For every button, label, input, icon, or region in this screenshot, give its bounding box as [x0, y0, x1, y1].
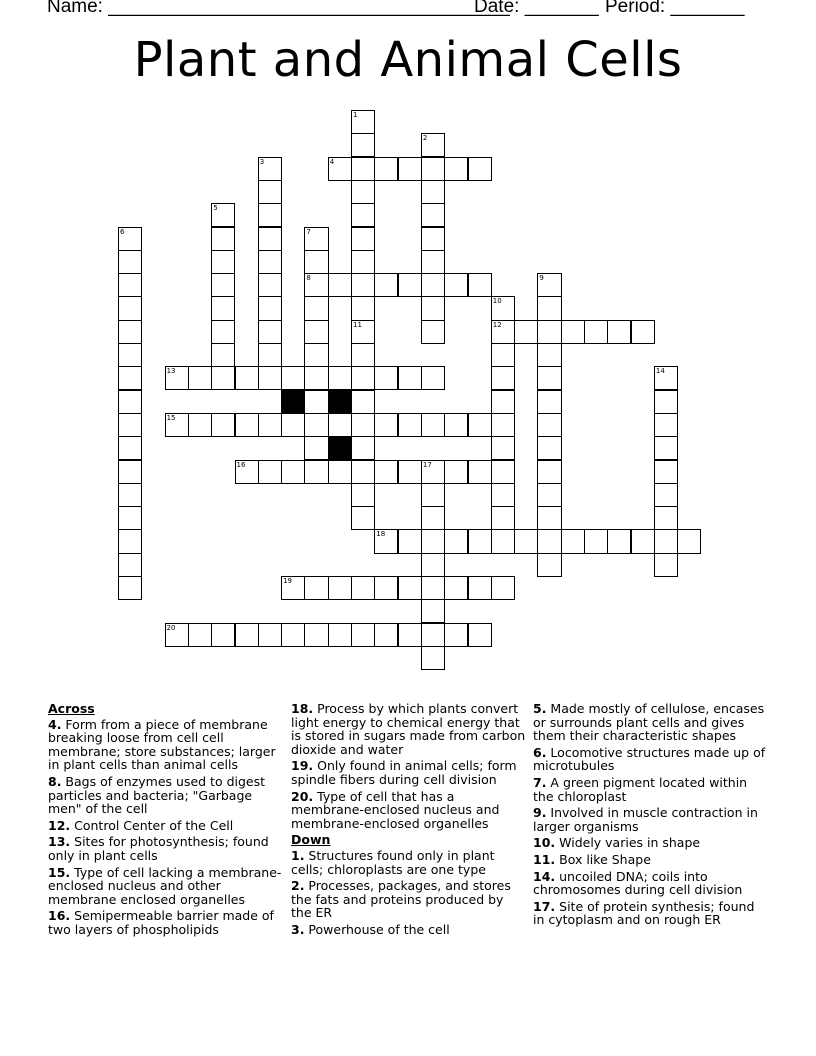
crossword-cell[interactable] [491, 436, 515, 460]
clue-text: Semipermeable barrier made of two layers of phospholipids [48, 908, 274, 937]
crossword-cell[interactable] [421, 133, 445, 157]
clue-number: 11 [353, 320, 362, 329]
crossword-cell[interactable] [235, 366, 259, 390]
crossword-cell[interactable] [421, 483, 445, 507]
crossword-cell[interactable] [607, 320, 631, 344]
crossword-cell[interactable] [561, 529, 585, 553]
clue-label: 15. [48, 864, 71, 880]
crossword-cell[interactable] [281, 576, 305, 600]
crossword-cell[interactable] [421, 227, 445, 251]
across-clue [291, 759, 527, 786]
crossword-cell[interactable] [351, 483, 375, 507]
clue-text: Form from a piece of membrane breaking loose from cell cell membrane; store substances; larger in plant cells than animal cells [48, 716, 276, 773]
clue-number: 18 [376, 530, 386, 539]
down-clue [291, 849, 527, 876]
clue-text: A green pigment located within the chloroplast [533, 774, 748, 804]
crossword-cell[interactable] [421, 273, 445, 297]
crossword-cell[interactable] [351, 157, 375, 181]
clue-text: Made mostly of cellulose, encases or surrounds plant cells and gives them their characteristic shapes [533, 701, 765, 744]
crossword-cell[interactable] [444, 576, 468, 600]
clue-number: 4 [329, 157, 335, 166]
crossword-cell[interactable] [537, 343, 561, 367]
clue-label: 7. [533, 774, 547, 790]
crossword-cell[interactable] [584, 320, 608, 344]
clue-number: 16 [236, 460, 246, 469]
crossword-cell[interactable] [211, 366, 235, 390]
clues-column-1 [48, 702, 284, 940]
crossword-cell[interactable] [537, 506, 561, 530]
crossword-cell[interactable] [235, 413, 259, 437]
down-clue [533, 746, 769, 773]
crossword-cell[interactable] [654, 390, 678, 414]
crossword-cell[interactable] [654, 436, 678, 460]
crossword-cell[interactable] [258, 203, 282, 227]
across-clue [48, 909, 284, 936]
clue-label: 14. [533, 868, 556, 884]
down-clue [533, 702, 769, 743]
crossword-cell[interactable] [351, 413, 375, 437]
crossword-cell[interactable] [351, 576, 375, 600]
crossword-cell[interactable] [421, 296, 445, 320]
clue-label: 17. [533, 898, 556, 914]
clue-text: Box like Shape [555, 851, 651, 867]
crossword-cell[interactable] [281, 413, 305, 437]
across-clue [48, 718, 284, 772]
crossword-cell[interactable] [304, 296, 328, 320]
clue-text: Processes, packages, and stores the fats and proteins produced by the ER [291, 878, 511, 921]
clue-text: Site of protein synthesis; found in cytoplasm and on rough ER [533, 898, 755, 928]
crossword-cell[interactable] [118, 250, 142, 274]
crossword-cell[interactable] [491, 413, 515, 437]
crossword-cell[interactable] [654, 553, 678, 577]
crossword-cell[interactable] [421, 576, 445, 600]
clue-label: 9. [533, 805, 547, 821]
crossword-cell[interactable] [211, 227, 235, 251]
clue-text: Type of cell that has a membrane-enclosed nucleus and membrane-enclosed organelles [291, 788, 500, 831]
clue-number: 3 [259, 157, 265, 166]
crossword-cell[interactable] [374, 413, 398, 437]
crossword-cell[interactable] [304, 623, 328, 647]
clue-label: 18. [291, 701, 314, 716]
crossword-cell[interactable] [351, 390, 375, 414]
clue-label: 12. [48, 817, 71, 833]
clue-number: 19 [283, 577, 293, 585]
clue-text: Control Center of the Cell [70, 817, 234, 833]
page-title: Plant and Animal Cells [133, 32, 683, 88]
crossword-cell[interactable] [421, 646, 445, 670]
crossword-cell[interactable] [491, 366, 515, 390]
crossword-cell[interactable] [374, 273, 398, 297]
crossword-cell[interactable] [351, 133, 375, 157]
crossword-cell[interactable] [188, 623, 212, 647]
crossword-cell[interactable] [328, 460, 352, 484]
crossword-cell[interactable] [374, 366, 398, 390]
crossword-cell[interactable] [118, 529, 142, 553]
crossword-cell[interactable] [351, 250, 375, 274]
crossword-cell[interactable] [491, 343, 515, 367]
crossword-cell[interactable] [118, 576, 142, 600]
crossword-cell[interactable] [118, 343, 142, 367]
crossword-cell[interactable] [118, 413, 142, 437]
crossword-cell[interactable] [328, 576, 352, 600]
crossword-cell[interactable] [491, 506, 515, 530]
clue-text: Widely varies in shape [555, 835, 701, 851]
clue-label: 5. [533, 701, 547, 716]
crossword-cell[interactable] [351, 506, 375, 530]
crossword-cell[interactable] [421, 203, 445, 227]
clue-number: 5 [213, 204, 218, 213]
crossword-cell[interactable] [421, 623, 445, 647]
crossword-cell[interactable] [444, 529, 468, 553]
clue-label: 20. [291, 788, 314, 804]
crossword-cell[interactable] [258, 296, 282, 320]
crossword-cell[interactable] [537, 273, 561, 297]
crossword-cell[interactable] [654, 366, 678, 390]
crossword-cell[interactable] [258, 250, 282, 274]
crossword-cell[interactable] [468, 413, 492, 437]
crossword-cell[interactable] [304, 390, 328, 414]
crossword-cell[interactable] [351, 320, 375, 344]
crossword-cell[interactable] [304, 227, 328, 251]
crossword-cell[interactable] [281, 623, 305, 647]
crossword-cell[interactable] [514, 529, 538, 553]
crossword-block [281, 390, 305, 414]
crossword-cell[interactable] [398, 623, 422, 647]
crossword-cell[interactable] [328, 623, 352, 647]
crossword-cell[interactable] [351, 343, 375, 367]
crossword-cell[interactable] [374, 576, 398, 600]
crossword-cell[interactable] [118, 390, 142, 414]
crossword-cell[interactable] [304, 273, 328, 297]
crossword-cell[interactable] [654, 506, 678, 530]
clue-label: 4. [48, 716, 62, 732]
crossword-cell[interactable] [491, 390, 515, 414]
crossword-cell[interactable] [118, 227, 142, 251]
crossword-cell[interactable] [165, 413, 189, 437]
crossword-cell[interactable] [165, 366, 189, 390]
clues-column-2 [291, 702, 527, 940]
crossword-cell[interactable] [258, 623, 282, 647]
crossword-cell[interactable] [165, 623, 189, 647]
down-clue [291, 923, 527, 937]
crossword-cell[interactable] [235, 460, 259, 484]
crossword-cell[interactable] [537, 483, 561, 507]
crossword-cell[interactable] [491, 460, 515, 484]
clue-label: 13. [48, 834, 71, 850]
clue-label: 6. [533, 744, 547, 760]
crossword-cell[interactable] [118, 366, 142, 390]
crossword-cell[interactable] [537, 436, 561, 460]
period-field-label: Period: _______ [605, 0, 745, 17]
crossword-cell[interactable] [258, 343, 282, 367]
crossword-cell[interactable] [304, 576, 328, 600]
crossword-cell[interactable] [654, 460, 678, 484]
crossword-cell[interactable] [351, 623, 375, 647]
down-clue [533, 836, 769, 850]
crossword-block [328, 390, 352, 414]
down-clue [291, 879, 527, 920]
crossword-cell[interactable] [211, 296, 235, 320]
crossword-cell[interactable] [351, 460, 375, 484]
crossword-cell[interactable] [491, 529, 515, 553]
crossword-cell[interactable] [118, 553, 142, 577]
crossword-cell[interactable] [211, 413, 235, 437]
crossword-cell[interactable] [118, 436, 142, 460]
crossword-cell[interactable] [258, 366, 282, 390]
clue-label: 16. [48, 908, 71, 924]
crossword-cell[interactable] [398, 273, 422, 297]
crossword-cell[interactable] [258, 227, 282, 251]
crossword-cell[interactable] [421, 366, 445, 390]
across-clue [48, 819, 284, 833]
clue-text: Involved in muscle contraction in larger organisms [533, 805, 758, 834]
clue-number: 8 [306, 274, 311, 283]
crossword-cell[interactable] [677, 529, 701, 553]
across-clue [291, 702, 527, 756]
name-field-label: Name: ______________________________________ [47, 0, 510, 17]
crossword-cell[interactable] [421, 599, 445, 623]
crossword-cell[interactable] [211, 320, 235, 344]
crossword-cell[interactable] [118, 483, 142, 507]
crossword-cell[interactable] [304, 366, 328, 390]
crossword-cell[interactable] [351, 296, 375, 320]
crossword-cell[interactable] [444, 623, 468, 647]
clue-number: 17 [422, 460, 432, 469]
crossword-cell[interactable] [421, 413, 445, 437]
crossword-cell[interactable] [491, 320, 515, 344]
crossword-cell[interactable] [468, 460, 492, 484]
clue-label: 2. [291, 878, 305, 894]
crossword-cell[interactable] [211, 203, 235, 227]
crossword-cell[interactable] [118, 506, 142, 530]
crossword-cell[interactable] [118, 460, 142, 484]
crossword-cell[interactable] [398, 529, 422, 553]
crossword-cell[interactable] [631, 529, 655, 553]
crossword-cell[interactable] [258, 460, 282, 484]
crossword-cell[interactable] [398, 460, 422, 484]
crossword-cell[interactable] [421, 506, 445, 530]
clue-number: 20 [166, 623, 176, 632]
clue-label: 19. [291, 758, 314, 774]
crossword-cell[interactable] [328, 366, 352, 390]
clue-text: Locomotive structures made up of microtubules [533, 744, 766, 774]
crossword-cell[interactable] [468, 157, 492, 181]
crossword-cell[interactable] [537, 296, 561, 320]
crossword-cell[interactable] [537, 320, 561, 344]
crossword-cell[interactable] [211, 623, 235, 647]
crossword-cell[interactable] [468, 529, 492, 553]
crossword-cell[interactable] [398, 157, 422, 181]
clues-column-3 [533, 702, 769, 930]
crossword-cell[interactable] [444, 413, 468, 437]
crossword-cell[interactable] [304, 320, 328, 344]
crossword-cell[interactable] [421, 320, 445, 344]
clue-text: Powerhouse of the cell [304, 921, 450, 937]
clue-number: 10 [492, 297, 502, 306]
crossword-cell[interactable] [211, 250, 235, 274]
crossword-cell[interactable] [351, 366, 375, 390]
crossword-cell[interactable] [584, 529, 608, 553]
crossword-cell[interactable] [537, 553, 561, 577]
clue-text: Sites for photosynthesis; found only in plant cells [48, 834, 269, 863]
crossword-cell[interactable] [444, 273, 468, 297]
crossword-cell[interactable] [537, 390, 561, 414]
crossword-cell[interactable] [468, 623, 492, 647]
crossword-cell[interactable] [421, 250, 445, 274]
crossword-cell[interactable] [351, 203, 375, 227]
clue-label: 8. [48, 773, 62, 789]
crossword-cell[interactable] [491, 576, 515, 600]
crossword-cell[interactable] [304, 436, 328, 460]
across-clue [48, 866, 284, 907]
clue-text: uncoiled DNA; coils into chromosomes during cell division [533, 868, 743, 898]
clue-number: 7 [306, 227, 311, 236]
crossword-cell[interactable] [188, 413, 212, 437]
crossword-cell[interactable] [258, 157, 282, 181]
crossword-cell[interactable] [235, 623, 259, 647]
crossword-cell[interactable] [281, 366, 305, 390]
crossword-cell[interactable] [607, 529, 631, 553]
crossword-cell[interactable] [351, 436, 375, 460]
across-clue [48, 835, 284, 862]
date-field-label: Date: _______ [474, 0, 599, 17]
clue-number: 12 [492, 320, 502, 329]
crossword-cell[interactable] [654, 483, 678, 507]
clue-text: Only found in animal cells; form spindle fibers during cell division [291, 758, 517, 787]
across-heading: Across [48, 701, 95, 716]
crossword-cell[interactable] [398, 576, 422, 600]
crossword-cell[interactable] [374, 623, 398, 647]
crossword-cell[interactable] [304, 460, 328, 484]
crossword-cell[interactable] [631, 320, 655, 344]
crossword-cell[interactable] [468, 273, 492, 297]
crossword-cell[interactable] [421, 460, 445, 484]
crossword-cell[interactable] [514, 320, 538, 344]
down-clue [533, 806, 769, 833]
crossword-cell[interactable] [398, 366, 422, 390]
clue-number: 14 [655, 367, 665, 376]
down-clue [533, 900, 769, 927]
down-clue [533, 870, 769, 897]
crossword-cell[interactable] [304, 250, 328, 274]
crossword-cell[interactable] [421, 157, 445, 181]
crossword-cell[interactable] [491, 483, 515, 507]
clue-number: 6 [120, 227, 125, 236]
clue-number: 1 [353, 111, 358, 119]
crossword-cell[interactable] [211, 273, 235, 297]
crossword-cell[interactable] [258, 320, 282, 344]
crossword-cell[interactable] [421, 180, 445, 204]
down-heading: Down [291, 832, 331, 848]
crossword-cell[interactable] [351, 110, 375, 134]
crossword-cell[interactable] [421, 553, 445, 577]
clue-label: 10. [533, 835, 556, 851]
crossword-cell[interactable] [537, 529, 561, 553]
down-clue [533, 776, 769, 803]
crossword-cell[interactable] [188, 366, 212, 390]
crossword-cell[interactable] [374, 529, 398, 553]
crossword-cell[interactable] [304, 343, 328, 367]
crossword-cell[interactable] [444, 460, 468, 484]
crossword-cell[interactable] [211, 343, 235, 367]
crossword-block [328, 436, 352, 460]
crossword-cell[interactable] [118, 296, 142, 320]
clue-text: Structures found only in plant cells; chloroplasts are one type [291, 847, 495, 877]
crossword-cell[interactable] [491, 296, 515, 320]
clue-label: 3. [291, 921, 305, 937]
crossword-cell[interactable] [304, 413, 328, 437]
crossword-cell[interactable] [537, 413, 561, 437]
crossword-cell[interactable] [351, 180, 375, 204]
crossword-cell[interactable] [118, 320, 142, 344]
crossword-cell[interactable] [351, 273, 375, 297]
crossword-cell[interactable] [281, 460, 305, 484]
crossword-cell[interactable] [258, 413, 282, 437]
crossword-cell[interactable] [654, 413, 678, 437]
crossword-cell[interactable] [258, 273, 282, 297]
crossword-cell[interactable] [561, 320, 585, 344]
clue-text: Process by which plants convert light energy to chemical energy that is stored in sugars made from carbon dioxide and water [291, 701, 526, 757]
crossword-cell[interactable] [351, 227, 375, 251]
crossword-cell[interactable] [421, 529, 445, 553]
clue-number: 9 [539, 274, 544, 283]
down-clue [533, 853, 769, 867]
crossword-cell[interactable] [118, 273, 142, 297]
crossword-cell[interactable] [374, 157, 398, 181]
clue-number: 2 [422, 134, 428, 143]
crossword-cell[interactable] [398, 413, 422, 437]
crossword-cell[interactable] [654, 529, 678, 553]
crossword-cell[interactable] [374, 460, 398, 484]
clue-label: 11. [533, 851, 556, 867]
clue-number: 15 [166, 413, 176, 422]
crossword-cell[interactable] [537, 366, 561, 390]
crossword-cell[interactable] [258, 180, 282, 204]
crossword-cell[interactable] [444, 157, 468, 181]
crossword-cell[interactable] [537, 460, 561, 484]
crossword-cell[interactable] [468, 576, 492, 600]
clue-number: 13 [166, 367, 176, 376]
clue-text: Type of cell lacking a membrane-enclosed nucleus and other membrane enclosed organelles [48, 864, 282, 907]
crossword-cell[interactable] [328, 413, 352, 437]
across-clue [48, 775, 284, 816]
crossword-cell[interactable] [328, 157, 352, 181]
clue-label: 1. [291, 847, 305, 863]
across-clue [291, 790, 527, 831]
crossword-cell[interactable] [328, 273, 352, 297]
clue-text: Bags of enzymes used to digest particles and bacteria; "Garbage men" of the cell [48, 773, 266, 817]
